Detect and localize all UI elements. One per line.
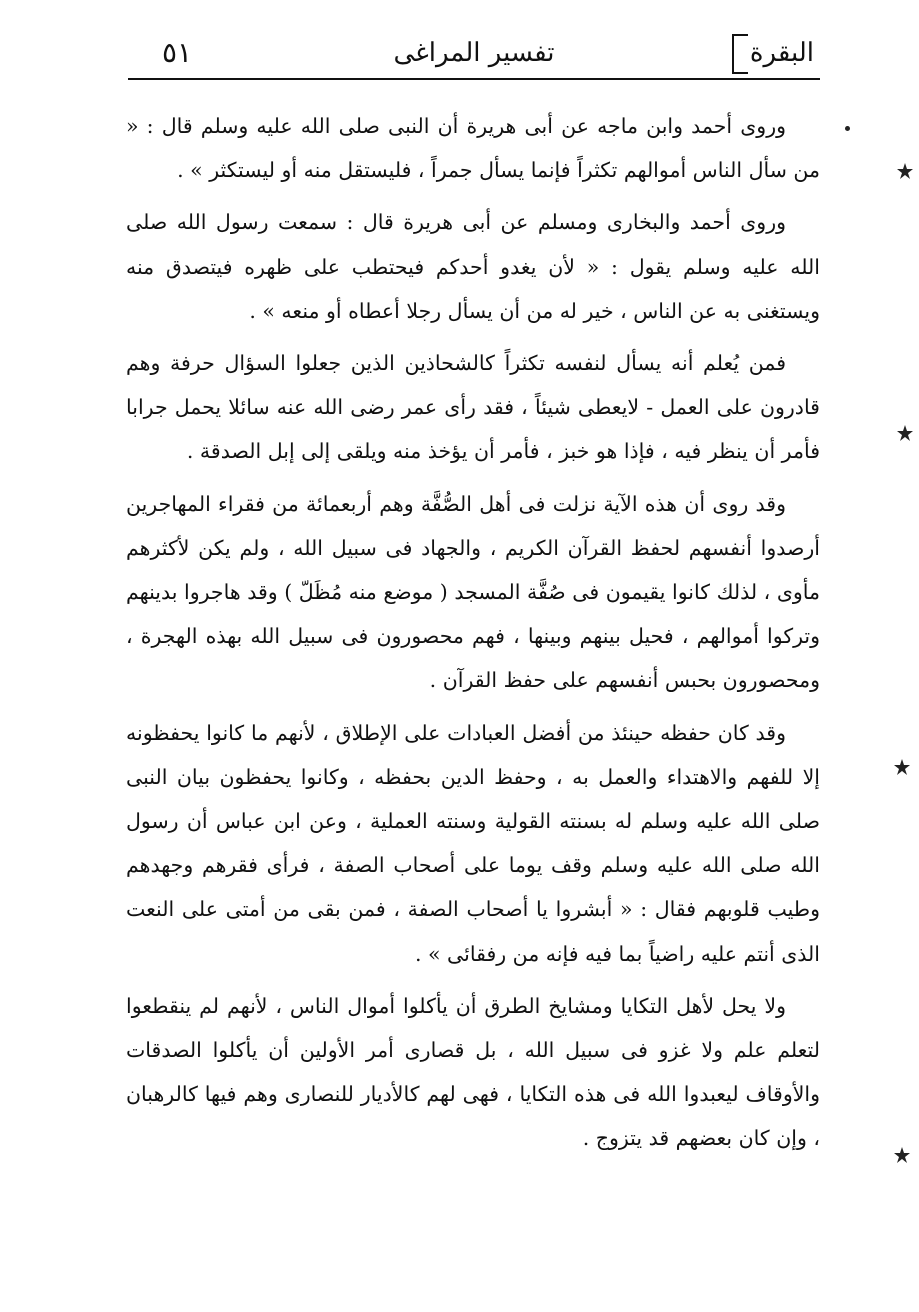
ornament-star-icon <box>896 424 914 442</box>
margin-dot <box>845 126 850 131</box>
ornament-star-icon <box>896 162 914 180</box>
ornament-star-icon <box>893 758 911 776</box>
page-number: ٥١ <box>162 36 193 69</box>
paragraph: وقد كان حفظه حينئذ من أفضل العبادات على الإطلاق ، لأنهم ما كانوا يحفظونه إلا للفهم والاهتداء والعمل به ، وحفظ الدين بحفظه ، وكانوا يحفظون بيان النبى صلى الله عليه وسلم له بسنته القولية وسنته العملية ، وعن ابن عباس أن رسول الله صلى الله عليه وسلم وقف يوما على أصحاب الصفة ، فرأى فقرهم وجهدهم وطيب قلوبهم فقال : « أبشروا يا أصحاب الصفة ، فمن بقى من أمتى على النعت الذى أنتم عليه راضياً بما فيه فإنه من رفقائى » . <box>126 720 820 966</box>
paragraph: وروى أحمد والبخارى ومسلم عن أبى هريرة قال : سمعت رسول الله صلى الله عليه وسلم يقول : « لأن يغدو أحدكم فيحتطب على ظهره فيتصدق منه ويستغنى به عن الناس ، خير له من أن يسأل رجلا أعطاه أو منعه » . <box>126 210 820 323</box>
header-rule <box>128 78 820 80</box>
paragraph: ولا يحل لأهل التكايا ومشايخ الطرق أن يأكلوا أموال الناس ، لأنهم لم ينقطعوا لتعلم علم ولا غزو فى سبيل الله ، بل قصارى أمر الأولين أن يأكلوا الصدقات والأوقاف ليعبدوا الله فى هذه التكايا ، فهى لهم كالأديار للنصارى وهم فيها كالرهبان ، وإن كان بعضهم قد يتزوج . <box>126 993 820 1151</box>
book-title: تفسير المراغى <box>393 38 555 68</box>
paragraph: وقد روى أن هذه الآية نزلت فى أهل الصُّفَّة وهم أربعمائة من فقراء المهاجرين أرصدوا أنفسهم لحفظ القرآن الكريم ، والجهاد فى سبيل الله ، ولم يكن لأكثرهم مأوى ، لذلك كانوا يقيمون فى صُفَّة المسجد ( موضع منه مُظَلّ ) وقد هاجروا بدينهم وتركوا أموالهم ، فحيل بينهم وبينها ، فهم محصورون فى سبيل الله بهذه الهجرة ، ومحصورون بحبس أنفسهم على حفظ القرآن . <box>126 491 820 693</box>
surah-name: البقرة <box>749 38 814 68</box>
paragraph: فمن يُعلم أنه يسأل لنفسه تكثراً كالشحاذين الذين جعلوا السؤال حرفة وهم قادرون على العمل - لايعطى شيئاً ، فقد رأى عمر رضى الله عنه سائلا يحمل جرابا فأمر أن ينظر فيه ، فإذا هو خبز ، فأمر أن يؤخذ منه ويلقى إلى إبل الصدقة . <box>126 351 820 464</box>
page-header <box>128 30 820 76</box>
page-body <box>126 104 820 1161</box>
ornament-star-icon <box>893 1146 911 1164</box>
paragraph: وروى أحمد وابن ماجه عن أبى هريرة أن النبى صلى الله عليه وسلم قال : « من سأل الناس أموالهم تكثراً فإنما يسأل جمراً ، فليستقل منه أو ليستكثر » . <box>126 114 820 183</box>
